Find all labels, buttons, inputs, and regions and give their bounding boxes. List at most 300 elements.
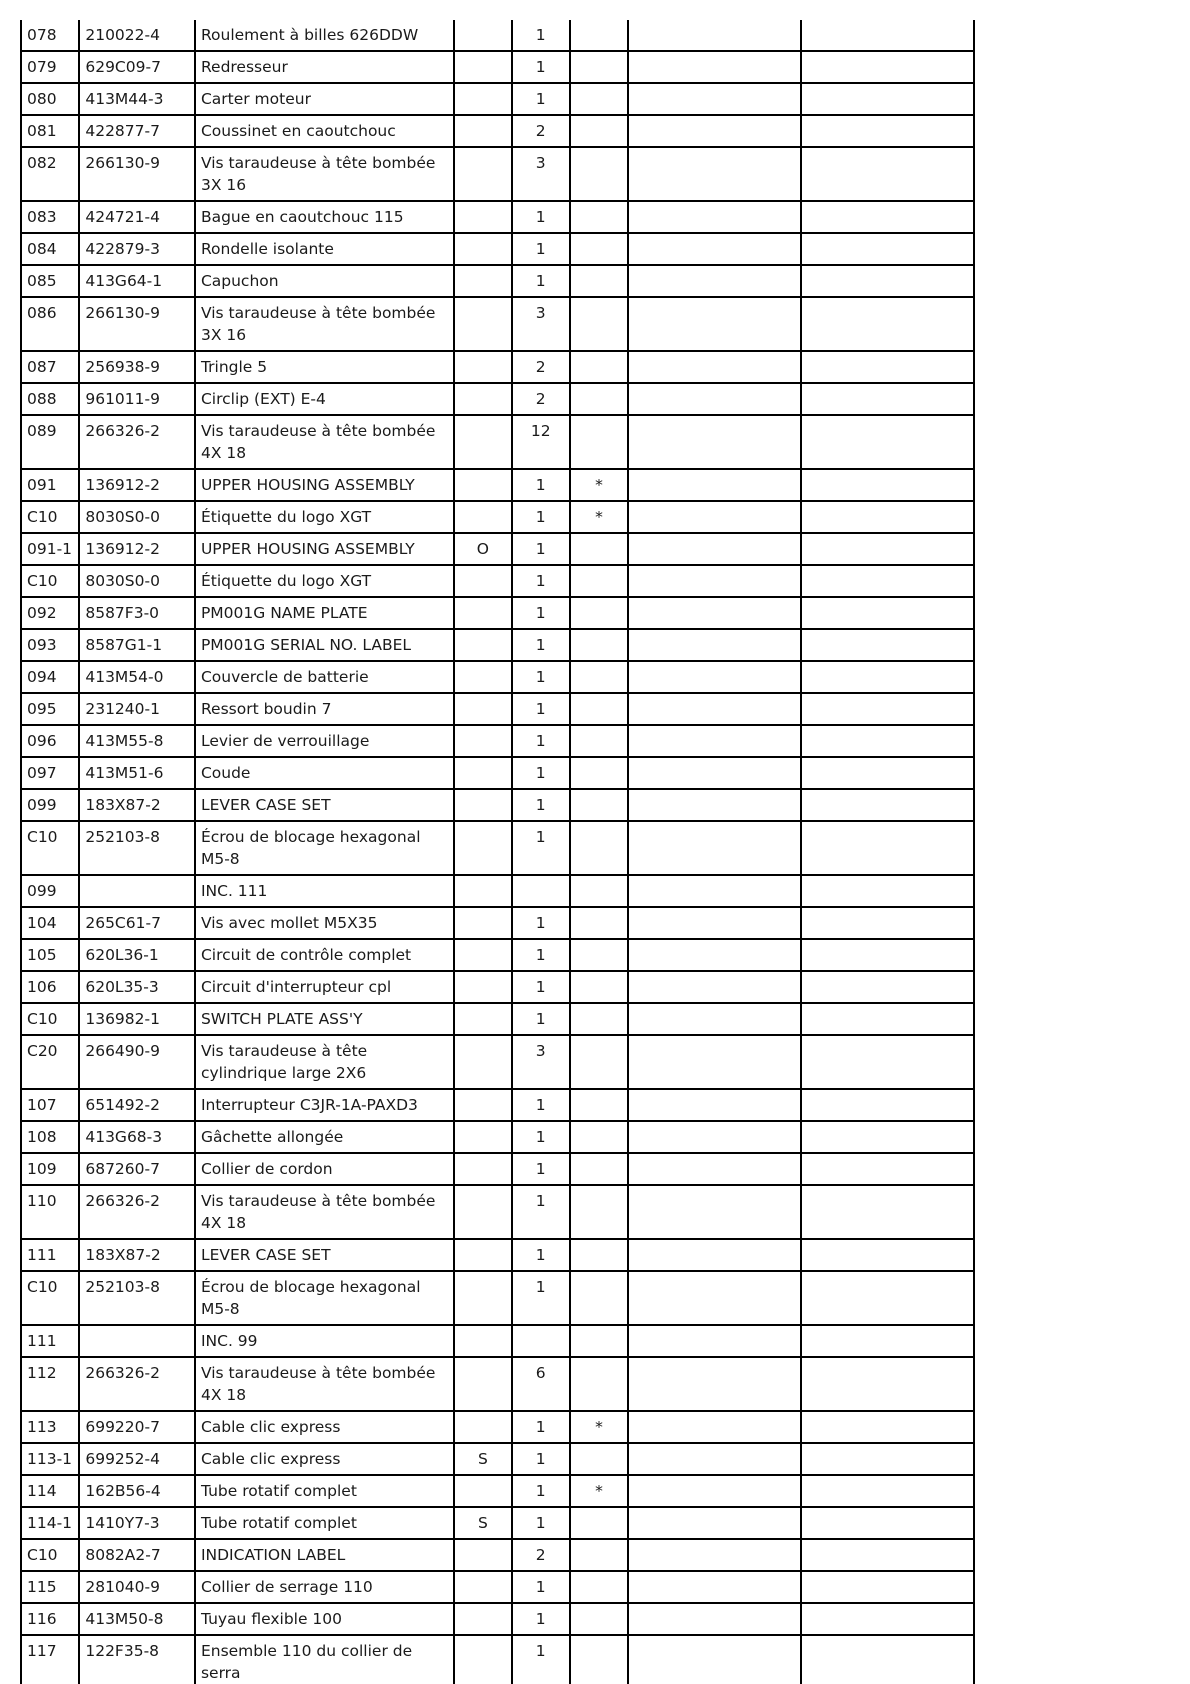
table-row [21,1507,974,1539]
table-row [21,1185,974,1239]
item-number-cell: 099 [21,789,79,821]
empty-cell [628,939,801,971]
description-cell: PM001G NAME PLATE [195,597,454,629]
flag-cell [454,51,511,83]
empty-cell [801,1443,974,1475]
empty-cell [628,1357,801,1411]
table-row [21,1325,974,1357]
item-number-cell: 113 [21,1411,79,1443]
flag-cell [454,1325,511,1357]
part-number-cell: 183X87-2 [79,1239,195,1271]
table-row [21,597,974,629]
empty-cell [801,725,974,757]
empty-cell [628,1539,801,1571]
flag-cell [454,821,511,875]
quantity-cell: 2 [512,115,570,147]
flag-cell: O [454,533,511,565]
table-row [21,20,974,51]
flag-cell [454,1635,511,1684]
part-number-cell: 620L35-3 [79,971,195,1003]
empty-cell [628,383,801,415]
quantity-cell: 1 [512,565,570,597]
empty-cell [801,1507,974,1539]
description-cell: Tringle 5 [195,351,454,383]
item-number-cell: 079 [21,51,79,83]
quantity-cell: 1 [512,1153,570,1185]
item-number-cell: 114-1 [21,1507,79,1539]
part-number-cell: 266130-9 [79,147,195,201]
flag-cell [454,1121,511,1153]
part-number-cell: 266490-9 [79,1035,195,1089]
item-number-cell: 110 [21,1185,79,1239]
empty-cell [801,383,974,415]
table-row [21,1571,974,1603]
empty-cell [628,147,801,201]
flag-cell [454,1271,511,1325]
part-number-cell: 422877-7 [79,115,195,147]
empty-cell [628,1475,801,1507]
table-row [21,265,974,297]
mark-cell [570,533,628,565]
item-number-cell: 095 [21,693,79,725]
item-number-cell: 083 [21,201,79,233]
empty-cell [628,20,801,51]
item-number-cell: 109 [21,1153,79,1185]
flag-cell [454,20,511,51]
quantity-cell: 1 [512,725,570,757]
item-number-cell: 105 [21,939,79,971]
mark-cell [570,1603,628,1635]
empty-cell [628,83,801,115]
quantity-cell: 1 [512,693,570,725]
description-cell: Vis taraudeuse à tête bombée 3X 16 [195,147,454,201]
item-number-cell: 111 [21,1325,79,1357]
item-number-cell: 099 [21,875,79,907]
table-row [21,1121,974,1153]
flag-cell [454,1571,511,1603]
table-row [21,1153,974,1185]
mark-cell [570,661,628,693]
mark-cell [570,1035,628,1089]
description-cell: Tuyau flexible 100 [195,1603,454,1635]
empty-cell [801,907,974,939]
empty-cell [628,725,801,757]
part-number-cell: 629C09-7 [79,51,195,83]
parts-table [20,20,975,1684]
mark-cell [570,233,628,265]
description-cell: Capuchon [195,265,454,297]
table-row [21,147,974,201]
empty-cell [801,1475,974,1507]
part-number-cell: 8587F3-0 [79,597,195,629]
empty-cell [628,1089,801,1121]
description-cell: Circuit d'interrupteur cpl [195,971,454,1003]
description-cell: INDICATION LABEL [195,1539,454,1571]
item-number-cell: 093 [21,629,79,661]
flag-cell [454,83,511,115]
mark-cell [570,1153,628,1185]
table-row [21,233,974,265]
empty-cell [801,939,974,971]
quantity-cell: 1 [512,1507,570,1539]
flag-cell [454,971,511,1003]
part-number-cell: 183X87-2 [79,789,195,821]
mark-cell [570,147,628,201]
part-number-cell: 413M51-6 [79,757,195,789]
empty-cell [628,565,801,597]
table-row [21,757,974,789]
part-number-cell: 699252-4 [79,1443,195,1475]
description-cell: Vis taraudeuse à tête cylindrique large 2X6 [195,1035,454,1089]
flag-cell [454,233,511,265]
empty-cell [628,693,801,725]
part-number-cell: 651492-2 [79,1089,195,1121]
item-number-cell: 087 [21,351,79,383]
flag-cell [454,201,511,233]
mark-cell [570,1089,628,1121]
part-number-cell: 210022-4 [79,20,195,51]
flag-cell [454,1153,511,1185]
description-cell: Carter moteur [195,83,454,115]
item-number-cell: C10 [21,565,79,597]
table-row [21,939,974,971]
mark-cell: * [570,1411,628,1443]
empty-cell [801,297,974,351]
item-number-cell: 097 [21,757,79,789]
part-number-cell: 424721-4 [79,201,195,233]
description-cell: Vis taraudeuse à tête bombée 3X 16 [195,297,454,351]
mark-cell [570,1271,628,1325]
description-cell: PM001G SERIAL NO. LABEL [195,629,454,661]
mark-cell [570,297,628,351]
part-number-cell: 413M44-3 [79,83,195,115]
flag-cell [454,725,511,757]
description-cell: Vis avec mollet M5X35 [195,907,454,939]
empty-cell [628,469,801,501]
flag-cell [454,629,511,661]
part-number-cell: 266326-2 [79,415,195,469]
mark-cell [570,1507,628,1539]
mark-cell [570,265,628,297]
item-number-cell: 091 [21,469,79,501]
empty-cell [801,693,974,725]
description-cell: Étiquette du logo XGT [195,501,454,533]
part-number-cell: 266326-2 [79,1357,195,1411]
quantity-cell: 1 [512,971,570,1003]
empty-cell [801,265,974,297]
empty-cell [628,661,801,693]
table-row [21,821,974,875]
empty-cell [801,1153,974,1185]
item-number-cell: C10 [21,1003,79,1035]
mark-cell [570,939,628,971]
mark-cell [570,725,628,757]
description-cell: Cable clic express [195,1443,454,1475]
part-number-cell: 699220-7 [79,1411,195,1443]
flag-cell [454,1035,511,1089]
part-number-cell: 687260-7 [79,1153,195,1185]
flag-cell [454,265,511,297]
mark-cell: * [570,1475,628,1507]
mark-cell [570,383,628,415]
empty-cell [801,1357,974,1411]
description-cell: Couvercle de batterie [195,661,454,693]
quantity-cell: 1 [512,1411,570,1443]
mark-cell [570,907,628,939]
item-number-cell: 088 [21,383,79,415]
mark-cell [570,1571,628,1603]
quantity-cell: 1 [512,469,570,501]
flag-cell [454,147,511,201]
item-number-cell: 106 [21,971,79,1003]
empty-cell [628,501,801,533]
item-number-cell: 111 [21,1239,79,1271]
empty-cell [628,1635,801,1684]
flag-cell [454,1357,511,1411]
empty-cell [628,51,801,83]
empty-cell [628,1443,801,1475]
mark-cell: * [570,501,628,533]
quantity-cell: 3 [512,1035,570,1089]
item-number-cell: 096 [21,725,79,757]
part-number-cell: 281040-9 [79,1571,195,1603]
description-cell: Ressort boudin 7 [195,693,454,725]
part-number-cell: 162B56-4 [79,1475,195,1507]
part-number-cell: 961011-9 [79,383,195,415]
item-number-cell: 082 [21,147,79,201]
mark-cell [570,1357,628,1411]
table-row [21,351,974,383]
quantity-cell: 6 [512,1357,570,1411]
flag-cell [454,597,511,629]
table-row [21,201,974,233]
mark-cell [570,415,628,469]
mark-cell [570,201,628,233]
table-row [21,1475,974,1507]
empty-cell [801,501,974,533]
part-number-cell: 256938-9 [79,351,195,383]
quantity-cell: 1 [512,233,570,265]
part-number-cell: 1410Y7-3 [79,1507,195,1539]
quantity-cell [512,875,570,907]
empty-cell [628,821,801,875]
item-number-cell: C10 [21,821,79,875]
description-cell: LEVER CASE SET [195,789,454,821]
part-number-cell: 266130-9 [79,297,195,351]
empty-cell [628,265,801,297]
empty-cell [801,1539,974,1571]
part-number-cell: 252103-8 [79,1271,195,1325]
mark-cell [570,1239,628,1271]
flag-cell [454,757,511,789]
empty-cell [801,1239,974,1271]
mark-cell [570,821,628,875]
flag-cell [454,939,511,971]
quantity-cell: 2 [512,383,570,415]
part-number-cell [79,875,195,907]
description-cell: Collier de cordon [195,1153,454,1185]
quantity-cell: 1 [512,51,570,83]
quantity-cell: 1 [512,1185,570,1239]
table-row [21,693,974,725]
empty-cell [628,1185,801,1239]
empty-cell [801,565,974,597]
flag-cell: S [454,1443,511,1475]
item-number-cell: C10 [21,501,79,533]
empty-cell [628,1603,801,1635]
item-number-cell: 092 [21,597,79,629]
empty-cell [801,147,974,201]
flag-cell [454,693,511,725]
table-row [21,971,974,1003]
table-row [21,725,974,757]
flag-cell [454,297,511,351]
description-cell: Écrou de blocage hexagonal M5-8 [195,821,454,875]
quantity-cell: 1 [512,907,570,939]
mark-cell [570,351,628,383]
table-row [21,1239,974,1271]
empty-cell [628,415,801,469]
empty-cell [628,1271,801,1325]
flag-cell [454,661,511,693]
quantity-cell: 1 [512,789,570,821]
item-number-cell: 113-1 [21,1443,79,1475]
table-row [21,1271,974,1325]
description-cell: Coussinet en caoutchouc [195,115,454,147]
empty-cell [628,1239,801,1271]
item-number-cell: 094 [21,661,79,693]
table-row [21,533,974,565]
item-number-cell: 114 [21,1475,79,1507]
table-row [21,1089,974,1121]
empty-cell [801,351,974,383]
table-row [21,415,974,469]
table-row [21,469,974,501]
description-cell: Tube rotatif complet [195,1507,454,1539]
description-cell: UPPER HOUSING ASSEMBLY [195,533,454,565]
flag-cell [454,1475,511,1507]
quantity-cell: 1 [512,661,570,693]
quantity-cell: 1 [512,629,570,661]
description-cell: Écrou de blocage hexagonal M5-8 [195,1271,454,1325]
empty-cell [628,629,801,661]
table-row [21,907,974,939]
description-cell: INC. 111 [195,875,454,907]
quantity-cell: 1 [512,1443,570,1475]
flag-cell: S [454,1507,511,1539]
part-number-cell: 413G68-3 [79,1121,195,1153]
quantity-cell: 3 [512,297,570,351]
table-row [21,875,974,907]
item-number-cell: 089 [21,415,79,469]
item-number-cell: C20 [21,1035,79,1089]
description-cell: LEVER CASE SET [195,1239,454,1271]
description-cell: Vis taraudeuse à tête bombée 4X 18 [195,1185,454,1239]
flag-cell [454,565,511,597]
quantity-cell: 1 [512,821,570,875]
item-number-cell: 085 [21,265,79,297]
quantity-cell: 12 [512,415,570,469]
quantity-cell: 1 [512,201,570,233]
flag-cell [454,351,511,383]
part-number-cell: 8082A2-7 [79,1539,195,1571]
empty-cell [801,1035,974,1089]
table-row [21,789,974,821]
quantity-cell: 1 [512,83,570,115]
empty-cell [801,875,974,907]
part-number-cell: 122F35-8 [79,1635,195,1684]
table-row [21,83,974,115]
flag-cell [454,469,511,501]
empty-cell [801,469,974,501]
item-number-cell: 084 [21,233,79,265]
empty-cell [801,1271,974,1325]
description-cell: Rondelle isolante [195,233,454,265]
empty-cell [801,415,974,469]
quantity-cell: 1 [512,501,570,533]
part-number-cell: 231240-1 [79,693,195,725]
table-row [21,1603,974,1635]
quantity-cell: 1 [512,1475,570,1507]
flag-cell [454,875,511,907]
item-number-cell: 117 [21,1635,79,1684]
item-number-cell: C10 [21,1271,79,1325]
description-cell: Bague en caoutchouc 115 [195,201,454,233]
flag-cell [454,1539,511,1571]
empty-cell [628,115,801,147]
table-row [21,51,974,83]
description-cell: Roulement à billes 626DDW [195,20,454,51]
description-cell: Tube rotatif complet [195,1475,454,1507]
mark-cell [570,1443,628,1475]
description-cell: Redresseur [195,51,454,83]
quantity-cell: 1 [512,597,570,629]
part-number-cell: 413M55-8 [79,725,195,757]
flag-cell [454,1185,511,1239]
table-row [21,661,974,693]
empty-cell [628,875,801,907]
quantity-cell: 1 [512,20,570,51]
mark-cell [570,789,628,821]
mark-cell [570,565,628,597]
part-number-cell: 136912-2 [79,469,195,501]
table-row [21,1035,974,1089]
empty-cell [628,1153,801,1185]
part-number-cell: 265C61-7 [79,907,195,939]
empty-cell [801,533,974,565]
quantity-cell: 1 [512,1635,570,1684]
table-row [21,1539,974,1571]
table-row [21,115,974,147]
item-number-cell: 104 [21,907,79,939]
mark-cell [570,875,628,907]
description-cell: Circlip (EXT) E-4 [195,383,454,415]
description-cell: Gâchette allongée [195,1121,454,1153]
description-cell: Vis taraudeuse à tête bombée 4X 18 [195,415,454,469]
table-row [21,629,974,661]
empty-cell [801,661,974,693]
item-number-cell: 108 [21,1121,79,1153]
empty-cell [801,1603,974,1635]
mark-cell [570,971,628,1003]
empty-cell [801,971,974,1003]
mark-cell [570,1185,628,1239]
description-cell: Circuit de contrôle complet [195,939,454,971]
empty-cell [801,51,974,83]
empty-cell [801,1185,974,1239]
flag-cell [454,115,511,147]
part-number-cell: 413M50-8 [79,1603,195,1635]
